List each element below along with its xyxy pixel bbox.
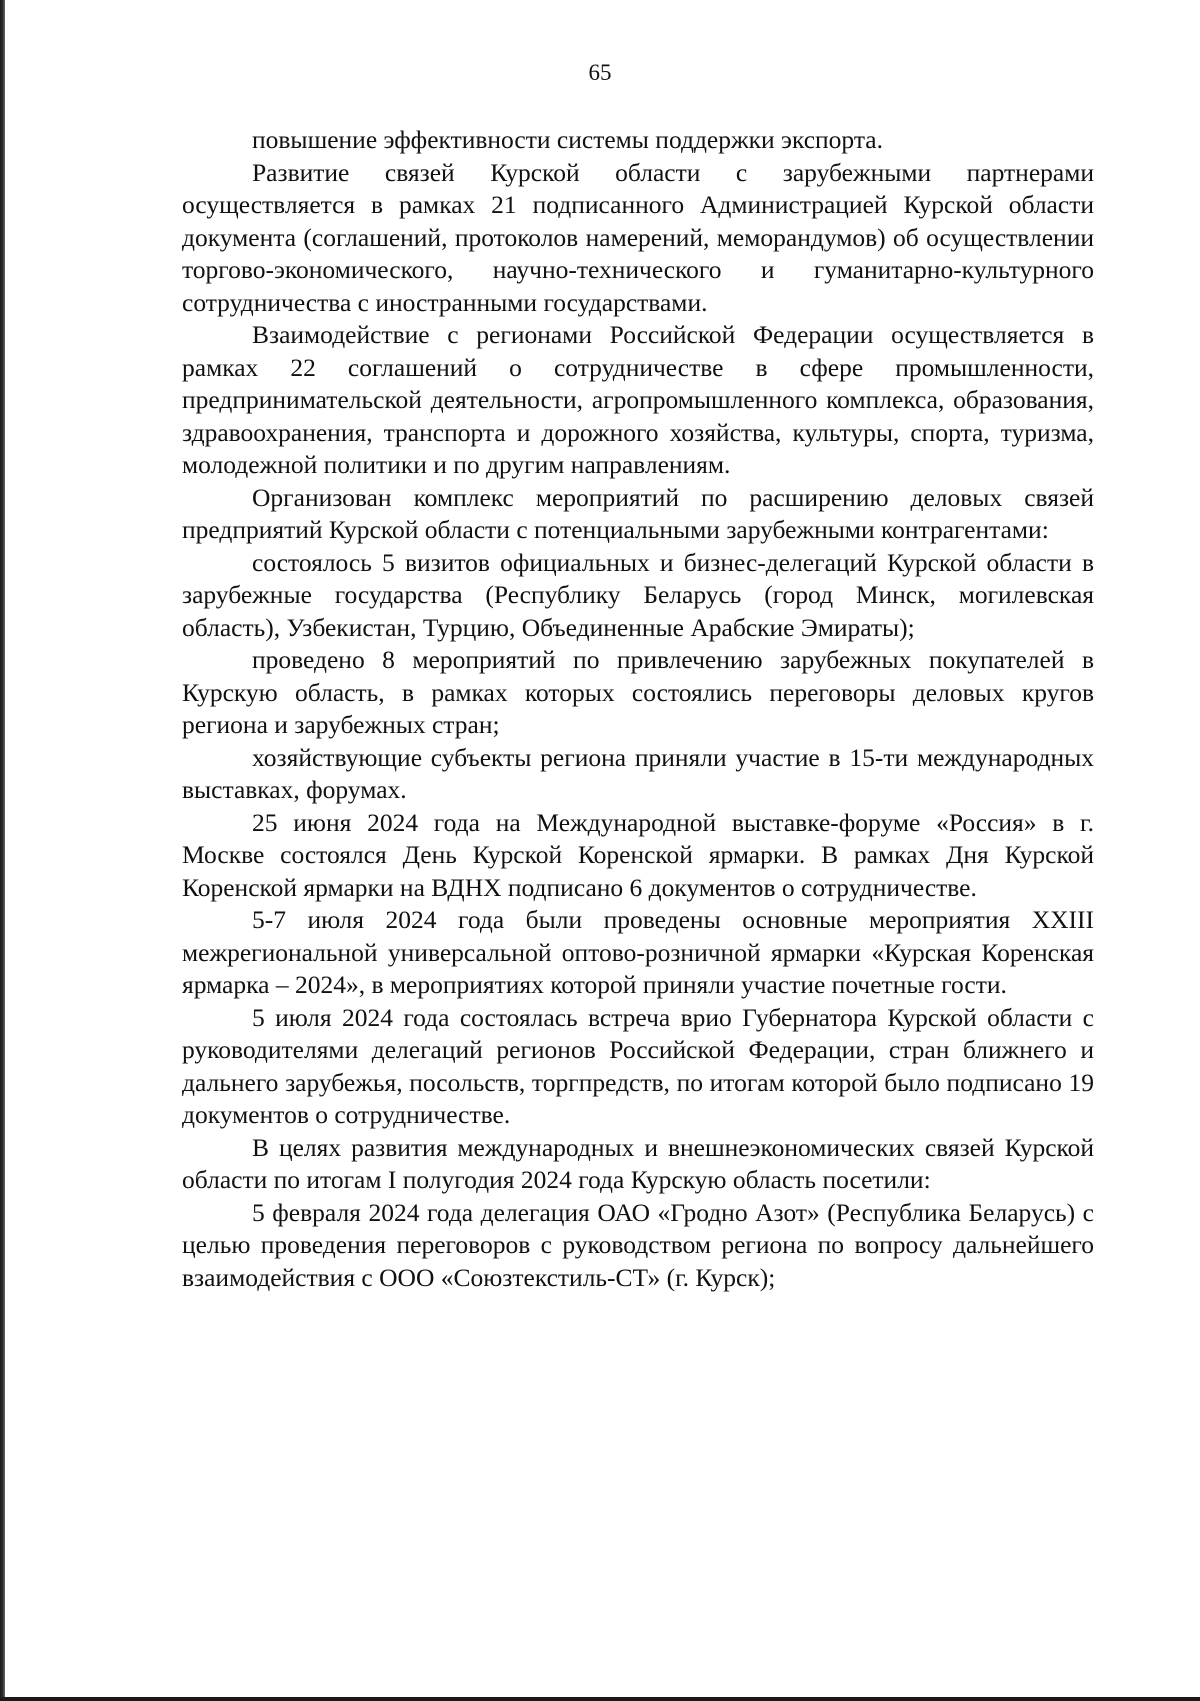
scan-edge-bottom (0, 1697, 1200, 1701)
paragraph-export-support: повышение эффективности системы поддержки экспорта. (252, 125, 883, 154)
paragraph-governor-meeting: 5 июля 2024 года состоялась встреча врио Губернатора Курской области с руководителями делегаций регионов Российской Федерации, стран ближнего и дальнего зарубежья, посольств, торгпредств, по итогам которой было подписано 19 документов о сотрудничестве. (182, 1002, 1094, 1129)
paragraph-buyer-events: проведено 8 мероприятий по привлечению зарубежных покупателей в Курскую область, в рамках которых состоялись переговоры деловых кругов региона и зарубежных стран; (182, 645, 1094, 739)
paragraph-delegation-visits: состоялось 5 визитов официальных и бизнес-делегаций Курской области в зарубежные государства (Республику Беларусь (город Минск, могилевская область), Узбекистан, Турцию, Объединенные Арабские Эмираты); (182, 547, 1094, 642)
body-text (182, 124, 1094, 1294)
paragraph-exhibitions: хозяйствующие субъекты региона приняли участие в 15-ти международных выставках, форумах. (182, 742, 1094, 804)
paragraph-russian-regions: Взаимодействие с регионами Российской Федерации осуществляется в рамках 22 соглашений о сотрудничестве в сфере промышленности, предпринимательской деятельности, агропромышленного комплекса, образования, здравоохранения, транспорта и дорожного хозяйства, культуры, спорта, туризма, молодежной политики и по другим направлениям. (182, 320, 1094, 479)
paragraph-korennaya-fair: 5-7 июля 2024 года были проведены основные мероприятия XXIII межрегиональной универсальной оптово-розничной ярмарки «Курская Коренская ярмарка – 2024», в мероприятиях которой приняли участие почетные гости. (182, 905, 1094, 999)
paragraph-russia-forum: 25 июня 2024 года на Международной выставке-форуме «Россия» в г. Москве состоялся День Курской Коренской ярмарки. В рамках Дня Курской Коренской ярмарки на ВДНХ подписано 6 документов о сотрудничестве. (182, 807, 1094, 902)
page-number: 65 (588, 60, 612, 85)
paragraph-foreign-partners: Развитие связей Курской области с зарубежными партнерами осуществляется в рамках 21 подписанного Администрацией Курской области документа (соглашений, протоколов намерений, меморандумов) об осуществлении торгово-экономического, научно-технического и гуманитарно-культурного сотрудничества с иностранными государствами. (182, 157, 1094, 317)
paragraph-international-relations: В целях развития международных и внешнеэкономических связей Курской области по итогам I полугодия 2024 года Курскую область посетили: (182, 1132, 1094, 1194)
paragraph-grodno-azot: 5 февраля 2024 года делегация ОАО «Гродно Азот» (Республика Беларусь) с целью проведения переговоров с руководством региона по вопросу дальнейшего взаимодействия с ООО «Союзтекстиль-СТ» (г. Курск); (182, 1197, 1094, 1292)
scan-edge-left (0, 0, 5, 1701)
paragraph-business-events: Организован комплекс мероприятий по расширению деловых связей предприятий Курской области с потенциальными зарубежными контрагентами: (182, 482, 1094, 544)
